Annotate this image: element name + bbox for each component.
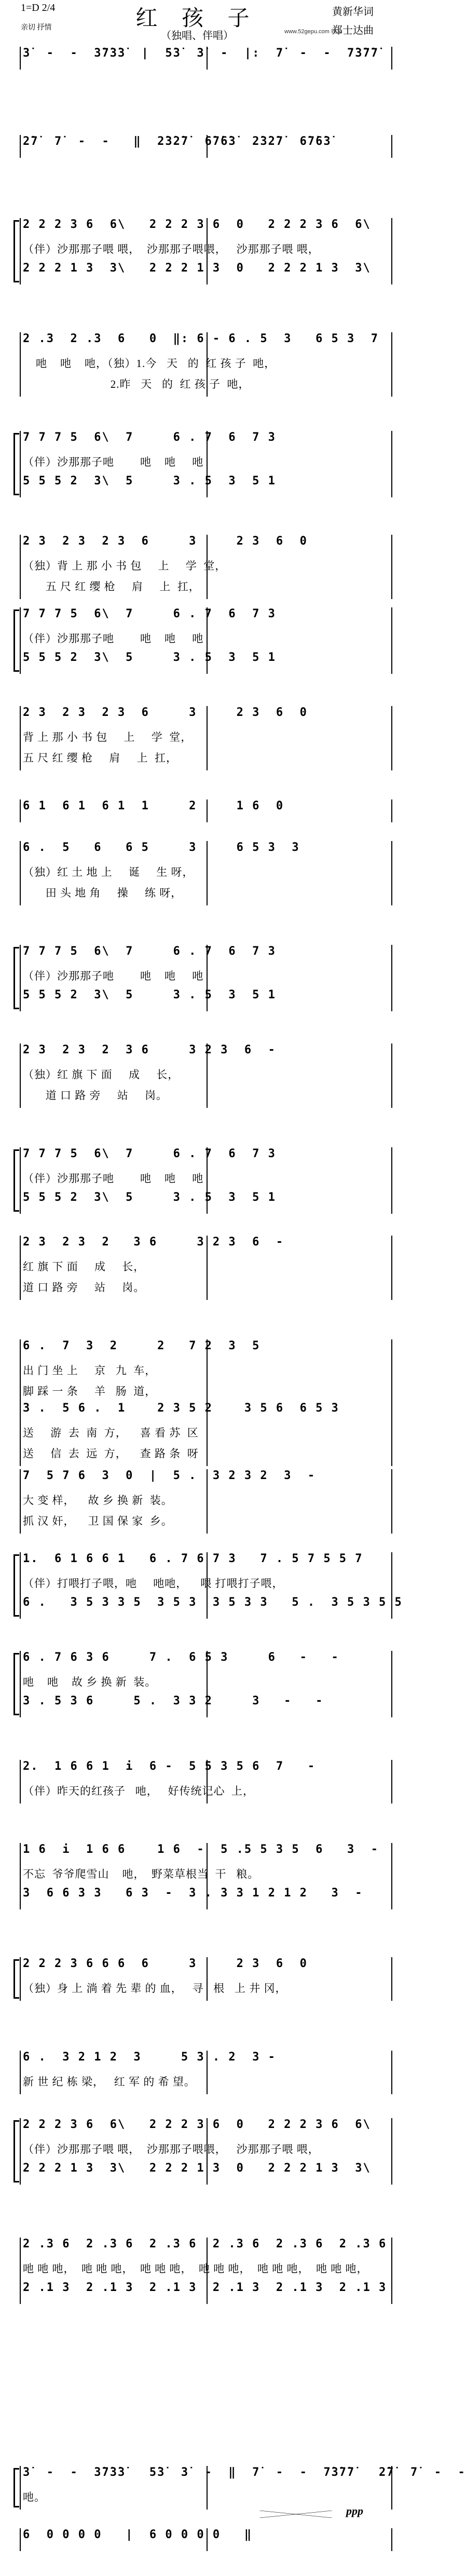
lyrics-text: 送 信 去 远 方， 查 路 条 呀 xyxy=(23,1447,199,1460)
bar-line xyxy=(207,47,208,70)
notation-line xyxy=(23,1236,384,1253)
notation-line xyxy=(23,607,384,625)
jianpu-notes: 6 . 5 6 6 5 3 6 5 3 3 xyxy=(23,841,300,854)
system-bracket xyxy=(13,220,19,282)
bar-line xyxy=(207,1043,208,1108)
notation-line xyxy=(23,651,384,669)
bar-line xyxy=(207,1843,208,1909)
bar-line xyxy=(20,1843,21,1909)
bar-line xyxy=(20,2118,21,2185)
bar-line xyxy=(391,1760,392,1804)
score-system xyxy=(10,2238,387,2304)
bar-line xyxy=(207,841,208,905)
tempo-marking: 亲切 抒情 xyxy=(21,24,52,32)
lyrics-text: 红 旗 下 面 成 长， xyxy=(23,1260,145,1273)
lyric-line xyxy=(23,1258,384,1276)
score-system xyxy=(10,2528,384,2551)
lyrics-text: 不忘 爷爷爬雪山 吔， 野菜草根当 干 粮。 xyxy=(23,1868,259,1880)
score-system xyxy=(10,1651,384,1717)
bar-line xyxy=(20,2238,21,2304)
lyrics-text: 抓 汉 奸， 卫 国 保 家 乡。 xyxy=(23,1515,173,1527)
bar-line xyxy=(391,799,392,822)
jianpu-notes: 2 3 2 3 2 3 6 3 2 3 6 0 xyxy=(23,706,308,719)
system-bracket xyxy=(13,433,19,495)
lyric-line xyxy=(23,1492,384,1510)
bar-line xyxy=(391,945,392,1011)
notation-line xyxy=(23,1469,384,1487)
score-system xyxy=(10,2466,466,2510)
notation-line xyxy=(23,2281,387,2299)
score-system xyxy=(10,945,384,1011)
bar-line xyxy=(391,1552,392,1619)
lyric-line xyxy=(23,2260,384,2278)
score-system xyxy=(10,841,384,905)
bar-line xyxy=(207,1552,208,1619)
lyrics-text: 新 世 纪 栋 梁， 红 军 的 希 望。 xyxy=(23,2076,196,2088)
jianpu-notes: 2 2 2 1 3 3\ 2 2 2 1 3 0 2 2 2 1 3 3\ xyxy=(23,262,371,275)
lyrics-text: （伴）昨天的红孩子 吔， 好传统记心 上， xyxy=(23,1785,254,1797)
system-bracket xyxy=(13,2468,19,2507)
bar-line xyxy=(391,535,392,599)
lyrics-text: 吔。 xyxy=(23,2491,46,2503)
bar-line xyxy=(20,1552,21,1619)
lyrics-text: （独）红 土 地 上 诞 生 呀， xyxy=(23,866,194,878)
notation-line xyxy=(23,1552,384,1570)
jianpu-notes: 6 . 7 6 3 6 7 . 6 5 3 6 - - xyxy=(23,1651,339,1664)
score-system xyxy=(10,535,384,599)
bar-line xyxy=(207,218,208,284)
bar-line xyxy=(20,1760,21,1804)
notation-line xyxy=(23,1043,384,1061)
lyric-line xyxy=(23,1980,384,1998)
lyrics-text: 吔 吔 吔，（独）1.今 天 的 红 孩 子 吔， xyxy=(23,357,276,370)
score-system xyxy=(10,1043,384,1108)
notation-line xyxy=(23,799,384,817)
bar-line xyxy=(207,1236,208,1300)
lyric-line xyxy=(23,630,384,648)
lyrics-text: 送 游 去 南 方， 喜 看 苏 区 xyxy=(23,1427,199,1439)
bar-line xyxy=(391,2528,392,2551)
bar-line xyxy=(207,1760,208,1804)
bar-line xyxy=(207,1651,208,1717)
lyric-line xyxy=(23,885,384,902)
bar-line xyxy=(207,431,208,497)
jianpu-notes: 7 7 7 5 6\ 7 6 . 7 6 7 3 xyxy=(23,1147,276,1160)
lyrics-text: （伴）打喂打子喂，吔 吔吔， 喂 打喂打子喂， xyxy=(23,1577,284,1590)
bar-line xyxy=(20,841,21,905)
lyrics-text: （伴）沙那那子吔 吔 吔 吔 xyxy=(23,1172,204,1185)
jianpu-notes: 1. 6 1 6 6 1 6 . 7 6 7 3 7 . 5 7 5 5 7 xyxy=(23,1552,363,1565)
bar-line xyxy=(207,2528,208,2551)
notation-line xyxy=(23,332,384,350)
score-system xyxy=(10,431,384,497)
bar-line xyxy=(20,431,21,497)
jianpu-notes: 2 .3 2 .3 6 0 ‖: 6 - 6 . 5 3 6 5 3 7 xyxy=(23,332,379,345)
jianpu-notes: 6 . 3 5 3 3 5 3 5 3 3 5 3 3 5 . 3 5 3 5 5 xyxy=(23,1596,403,1609)
bar-line xyxy=(391,218,392,284)
bar-line xyxy=(391,47,392,70)
lyrics-text: （伴）沙那那子吔 吔 吔 吔 xyxy=(23,970,204,982)
jianpu-notes: 2 2 2 3 6 6\ 2 2 2 3 6 0 2 2 2 3 6 6\ xyxy=(23,2118,371,2131)
notation-line xyxy=(23,2466,466,2484)
system-bracket xyxy=(13,1149,19,1212)
bar-line xyxy=(20,2051,21,2094)
jianpu-notes: 1 6 i 1 6 6 1 6 - 5 .5 5 3 5 6 3 - xyxy=(23,1843,379,1856)
lyric-line xyxy=(23,864,384,882)
jianpu-notes: 2 2 2 3 6 6\ 2 2 2 3 6 0 2 2 2 3 6 6\ xyxy=(23,218,371,231)
lyrics-text: （伴）沙那那子喂 喂， 沙那那子喂喂， 沙那那子喂 喂， xyxy=(23,2143,320,2155)
bar-line xyxy=(20,1469,21,1534)
lyric-line xyxy=(23,1170,384,1188)
jianpu-notes: 6 . 3 2 1 2 3 5 3 . 2 3 - xyxy=(23,2051,276,2064)
bar-line xyxy=(20,535,21,599)
jianpu-notes: 7 5 7 6 3 0 | 5 . 3 2 3 2 3 - xyxy=(23,1469,316,1482)
jianpu-notes: 5 5 5 2 3\ 5 3 . 5 3 5 1 xyxy=(23,1191,276,1204)
song-subtitle: （独唱、伴唱） xyxy=(161,30,234,42)
lyric-line xyxy=(23,355,384,373)
lyric-line xyxy=(23,2489,384,2506)
lyrics-text: 道 口 路 旁 站 岗。 xyxy=(23,1281,145,1294)
notation-line xyxy=(23,218,384,236)
notation-line xyxy=(23,1147,384,1165)
notation-line xyxy=(23,706,384,724)
bar-line xyxy=(207,2051,208,2094)
lyric-line xyxy=(23,750,384,767)
jianpu-notes: 2 3 2 3 2 3 6 3 2 3 6 0 xyxy=(23,535,308,548)
lyrics-text: （独）身 上 淌 着 先 辈 的 血， 寻 根 上 井 冈， xyxy=(23,1982,287,1995)
decrescendo-hairpin xyxy=(259,2511,332,2518)
site-watermark: www.52gepu.com 收录 xyxy=(284,29,342,35)
bar-line xyxy=(20,799,21,822)
lyric-line xyxy=(23,558,384,575)
lyrics-text: （伴）沙那那子吔 吔 吔 吔 xyxy=(23,456,204,468)
notation-line xyxy=(23,2238,387,2255)
bar-line xyxy=(391,706,392,770)
lyric-line xyxy=(23,1362,384,1380)
score-system xyxy=(10,799,384,822)
bar-line xyxy=(207,1469,208,1534)
score-system xyxy=(10,1552,403,1619)
lyric-line xyxy=(23,1445,384,1463)
bar-line xyxy=(391,841,392,905)
jianpu-notes: 6 . 7 3 2 2 7 2 3 5 xyxy=(23,1339,261,1352)
bar-line xyxy=(207,945,208,1011)
bar-line xyxy=(391,431,392,497)
score-system xyxy=(10,1760,384,1804)
bar-line xyxy=(207,2466,208,2510)
system-bracket xyxy=(13,1554,19,1617)
lyrics-text: 五 尺 红 缨 枪 肩 上 扛， xyxy=(23,752,177,764)
bar-line xyxy=(207,1147,208,1214)
lyrics-text: （伴）沙那那子喂 喂， 沙那那子喂喂， 沙那那子喂 喂， xyxy=(23,243,320,255)
score-system xyxy=(10,332,384,397)
bar-line xyxy=(207,1402,208,1466)
lyric-line xyxy=(23,1674,384,1691)
jianpu-notes: 5 5 5 2 3\ 5 3 . 5 3 5 1 xyxy=(23,988,276,1001)
bar-line xyxy=(391,1843,392,1909)
notation-line xyxy=(23,1402,384,1419)
bar-line xyxy=(20,135,21,158)
lyric-line xyxy=(23,241,384,259)
bar-line xyxy=(207,1957,208,2001)
notation-line xyxy=(23,1339,384,1357)
dynamic-marking: ppp xyxy=(346,2504,363,2517)
lyrics-text: 道 口 路 旁 站 岗。 xyxy=(23,1089,168,1102)
score-system xyxy=(10,47,384,70)
jianpu-notes: 7 7 7 5 6\ 7 6 . 7 6 7 3 xyxy=(23,431,276,444)
score-system xyxy=(10,607,384,674)
bar-line xyxy=(20,2466,21,2510)
jianpu-notes: 3 . 5 6 . 1 2 3 5 2 3 5 6 6 5 3 xyxy=(23,1402,339,1415)
bar-line xyxy=(207,607,208,674)
lyric-line xyxy=(23,1575,384,1593)
notation-line xyxy=(23,474,384,492)
system-bracket xyxy=(13,1959,19,1999)
bar-line xyxy=(207,799,208,822)
bar-line xyxy=(20,332,21,397)
bar-line xyxy=(20,1147,21,1214)
jianpu-notes: 6 0 0 0 0 | 6 0 0 0 0 ‖ xyxy=(23,2528,253,2541)
lyric-line xyxy=(23,1425,384,1442)
jianpu-notes: 3̇ - - 3̇7̇3̇3̇ 5̇3̇ 3̇ - ‖ 7̇ - - 7̇3̇7̇7̇ 2̇7̇ 7̇ - - xyxy=(23,2466,466,2479)
jianpu-notes: 3 . 5 3 6 5 . 3 3 2 3 - - xyxy=(23,1694,324,1707)
lyric-line xyxy=(23,1279,384,1297)
lyric-line xyxy=(23,1513,384,1530)
bar-line xyxy=(20,1957,21,2001)
bar-line xyxy=(391,1402,392,1466)
bar-line xyxy=(391,2118,392,2185)
bar-line xyxy=(391,2238,392,2304)
score-system xyxy=(10,218,384,284)
lyric-line xyxy=(23,1783,384,1800)
bar-line xyxy=(207,706,208,770)
score-system xyxy=(10,2051,384,2094)
lyric-line xyxy=(23,729,384,747)
score-system xyxy=(10,1147,384,1214)
lyric-line xyxy=(23,1087,384,1105)
score-system xyxy=(10,1339,384,1404)
notation-line xyxy=(23,535,384,552)
notation-line xyxy=(23,1887,384,1904)
lyrics-text: 脚 踩 一 条 羊 肠 道， xyxy=(23,1385,157,1398)
jianpu-notes: 3̇ - - 3̇7̇3̇3̇ | 5̇3̇ 3̇ - |: 7̇ - - 7̇3̇7̇7̇ xyxy=(23,47,379,60)
notation-line xyxy=(23,945,384,962)
notation-line xyxy=(23,841,384,859)
lyric-line xyxy=(23,2141,384,2159)
system-bracket xyxy=(13,2120,19,2182)
jianpu-notes: 2 3 2 3 2 3 6 3 2 3 6 - xyxy=(23,1043,276,1056)
score-system xyxy=(10,1469,384,1534)
lyric-line xyxy=(23,578,384,596)
lyrics-text: （伴）沙那那子吔 吔 吔 吔 xyxy=(23,632,204,645)
score-system xyxy=(10,1402,384,1466)
system-bracket xyxy=(13,1653,19,1715)
notation-line xyxy=(23,1957,384,1975)
jianpu-notes: 2 .1 3 2 .1 3 2 .1 3 2 .1 3 2 .1 3 2 .1 3 xyxy=(23,2281,387,2294)
lyrics-text: （独）红 旗 下 面 成 长， xyxy=(23,1068,180,1081)
notation-line xyxy=(23,1191,384,1209)
bar-line xyxy=(391,135,392,158)
score-system xyxy=(10,706,384,770)
bar-line xyxy=(391,1043,392,1108)
notation-line xyxy=(23,2162,384,2179)
score-system xyxy=(10,135,384,158)
jianpu-notes: 2̇7̇ 7̇ - - ‖ 2̇3̇2̇7̇ 6̇7̇6̇3̇ 2̇3̇2̇7̇ 6̇7̇6̇3̇ xyxy=(23,135,332,148)
jianpu-notes: 5 5 5 2 3\ 5 3 . 5 3 5 1 xyxy=(23,651,276,664)
bar-line xyxy=(391,1147,392,1214)
bar-line xyxy=(391,2466,392,2510)
notation-line xyxy=(23,262,384,279)
bar-line xyxy=(391,2051,392,2094)
lyrics-text: 出 门 坐 上 京 九 车， xyxy=(23,1364,157,1377)
bar-line xyxy=(20,607,21,674)
lyrics-text: 2.昨 天 的 红 孩 子 吔， xyxy=(23,378,250,390)
bar-line xyxy=(207,2238,208,2304)
bar-line xyxy=(207,1339,208,1404)
bar-line xyxy=(391,1469,392,1534)
bar-line xyxy=(20,1043,21,1108)
score-system xyxy=(10,1843,384,1909)
notation-line xyxy=(23,431,384,449)
lyrics-text: 吔 吔 故 乡 换 新 装。 xyxy=(23,1676,157,1688)
score-system xyxy=(10,2118,384,2185)
notation-line xyxy=(23,47,384,64)
notation-line xyxy=(23,1843,384,1861)
jianpu-notes: 2 .3 6 2 .3 6 2 .3 6 2 .3 6 2 .3 6 2 .3 6 xyxy=(23,2238,387,2250)
jianpu-notes: 7 7 7 5 6\ 7 6 . 7 6 7 3 xyxy=(23,607,276,620)
notation-line xyxy=(23,2051,384,2068)
lyrics-text: 吔 吔 吔， 吔 吔 吔， 吔 吔 吔， 吔 吔 吔， 吔 吔 吔， 吔 吔 吔， xyxy=(23,2262,368,2275)
key-signature: 1=D 2/4 xyxy=(21,2,56,13)
score-system xyxy=(10,1236,384,1300)
bar-line xyxy=(391,1651,392,1717)
notation-line xyxy=(23,1760,384,1778)
bar-line xyxy=(391,607,392,674)
jianpu-notes: 3 6 6 3 3 6 3 - 3 . 3 3 1 2 1 2 3 - xyxy=(23,1887,363,1900)
jianpu-notes: 7 7 7 5 6\ 7 6 . 7 6 7 3 xyxy=(23,945,276,958)
notation-line xyxy=(23,1694,384,1712)
notation-line xyxy=(23,988,384,1006)
bar-line xyxy=(20,1339,21,1404)
lyric-line xyxy=(23,968,384,985)
bar-line xyxy=(20,945,21,1011)
bar-line xyxy=(391,1339,392,1404)
jianpu-notes: 5 5 5 2 3\ 5 3 . 5 3 5 1 xyxy=(23,474,276,487)
lyrics-text: （独）背 上 那 小 书 包 上 学 堂， xyxy=(23,560,227,572)
bar-line xyxy=(20,1236,21,1300)
jianpu-notes: 2 2 2 1 3 3\ 2 2 2 1 3 0 2 2 2 1 3 3\ xyxy=(23,2162,371,2175)
system-bracket xyxy=(13,609,19,672)
score-system xyxy=(10,1957,384,2001)
lyric-line xyxy=(23,376,384,394)
lyrics-text: 背 上 那 小 书 包 上 学 堂， xyxy=(23,731,193,743)
lyric-line xyxy=(23,1866,384,1883)
bar-line xyxy=(207,2118,208,2185)
bar-line xyxy=(20,706,21,770)
jianpu-notes: 6 1 6 1 6 1 1 2 1 6 0 xyxy=(23,799,284,812)
notation-line xyxy=(23,135,384,153)
jianpu-notes: 2 2 2 3 6 6 6 6 3 2 3 6 0 xyxy=(23,1957,308,1970)
notation-line xyxy=(23,2528,384,2546)
bar-line xyxy=(207,135,208,158)
bar-line xyxy=(20,2528,21,2551)
composer-credit: 郑士达曲 xyxy=(332,25,374,36)
lyricist-credit: 黄新华词 xyxy=(332,6,374,18)
lyric-line xyxy=(23,1066,384,1084)
bar-line xyxy=(20,1651,21,1717)
bar-line xyxy=(20,47,21,70)
bar-line xyxy=(207,332,208,397)
jianpu-notes: 2. 1 6 6 1 i 6 - 5 5 3 5 6 7 - xyxy=(23,1760,316,1773)
notation-line xyxy=(23,1596,403,1614)
bar-line xyxy=(391,332,392,397)
notation-line xyxy=(23,2118,384,2136)
bar-line xyxy=(391,1236,392,1300)
lyrics-text: 田 头 地 角 操 练 呀， xyxy=(23,887,183,899)
bar-line xyxy=(20,218,21,284)
lyrics-text: 五 尺 红 缨 枪 肩 上 扛， xyxy=(23,580,200,593)
notation-line xyxy=(23,1651,384,1669)
bar-line xyxy=(391,1957,392,2001)
jianpu-notes: 2 3 2 3 2 3 6 3 2 3 6 - xyxy=(23,1236,284,1249)
lyric-line xyxy=(23,454,384,471)
lyric-line xyxy=(23,2073,384,2091)
bar-line xyxy=(207,535,208,599)
song-title: 红 孩 子 xyxy=(135,7,259,31)
lyrics-text: 大 变 样， 故 乡 换 新 装。 xyxy=(23,1494,173,1507)
bar-line xyxy=(20,1402,21,1466)
system-bracket xyxy=(13,947,19,1009)
lyric-line xyxy=(23,1383,384,1401)
